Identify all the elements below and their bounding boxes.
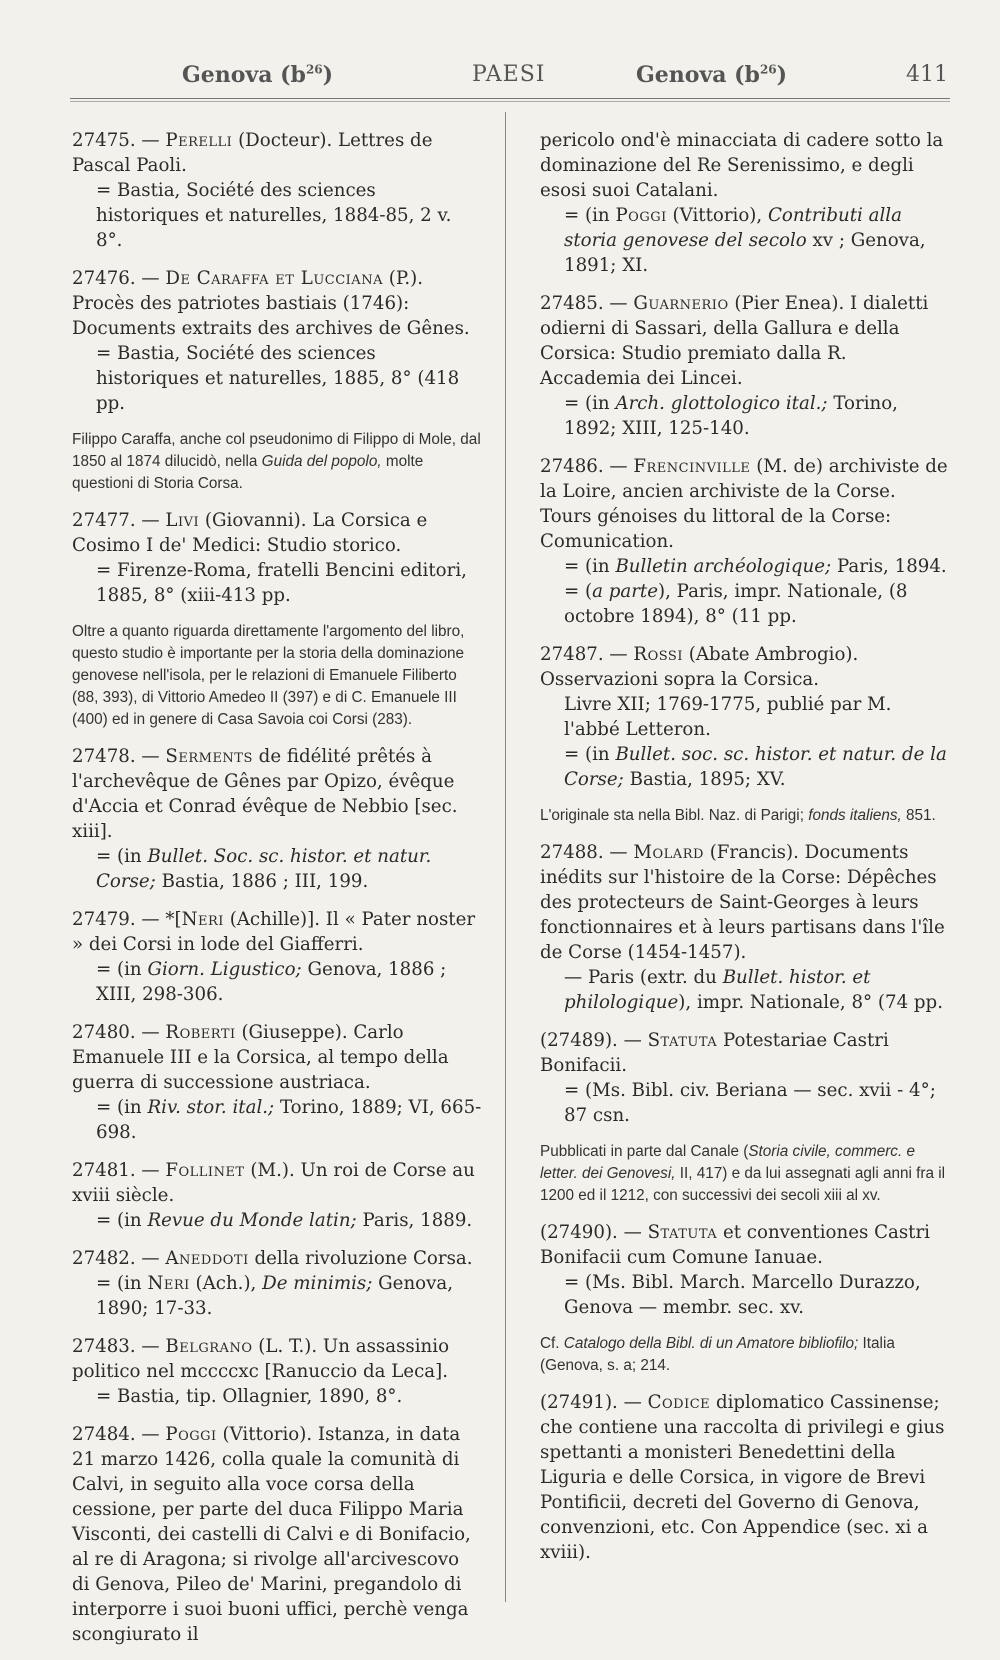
left-column	[72, 128, 482, 1660]
note-27476: Filippo Caraffa, anche col pseudonimo di Filippo di Mole, dal 1850 al 1874 dilucidò, nella Guida del popolo, molte questioni di Storia Corsa.	[72, 431, 481, 492]
entry-27479: 27479. — *[Neri (Achille)]. Il « Pater noster » dei Corsi in lode del Giafferri. = (in Giorn. Ligustico; Genova, 1886 ; XIII, 298-306.	[72, 909, 476, 1005]
entry-27485: 27485. — Guarnerio (Pier Enea). I dialetti odierni di Sassari, della Gallura e della Corsica: Studio premiato dalla R. Accademia dei Lincei. = (in Arch. glottologico ital.; Torino, 1892; XIII, 125-140.	[540, 293, 929, 439]
entry-27484-continued: pericolo ond'è minacciata di cadere sotto la dominazione del Re Serenissimo, e degli esosi suoi Catalani. = (in Poggi (Vittorio), Contributi alla storia genovese del secolo xv ; Genova, 1891; XI.	[540, 130, 944, 276]
entry-27476: 27476. — De Caraffa et Lucciana (P.). Procès des patriotes bastiais (1746): Documents extraits des archives de Gênes. = Bastia, Société des sciences historiques et naturelles, 1885, 8° (418 pp.	[72, 268, 470, 414]
entry-27491: (27491). — Codice diplomatico Cassinense; che contiene una raccolta di privilegi e gius spettanti a monisteri Benedettini della Liguria e delle Corsica, in vigore de Brevi Pontificii, decreti del Governo di Genova, convenzioni, etc. Con Appendice (sec. xi a xviii).	[540, 1392, 945, 1563]
note-27489: Pubblicati in parte dal Canale (Storia civile, commerc. e letter. dei Genovesi, II, 417) e da lui assegnati agli anni fra il 1200 ed il 1212, con successivi dei secoli xiii al xv.	[540, 1143, 946, 1204]
header-rule	[70, 98, 950, 102]
entry-27483: 27483. — Belgrano (L. T.). Un assassinio politico nel mccccxc [Ranuccio da Leca]. = Bastia, tip. Ollagnier, 1890, 8°.	[72, 1336, 450, 1407]
entry-27487: 27487. — Rossi (Abate Ambrogio). Osservazioni sopra la Corsica. Livre XII; 1769-1775, publié par M. l'abbé Letteron. = (in Bullet. soc. sc. histor. et natur. de la Corse; Bastia, 1895; XV.	[540, 644, 947, 790]
note-27490: Cf. Catalogo della Bibl. di un Amatore bibliofilo; Italia (Genova, s. a; 214.	[540, 1335, 895, 1374]
entry-27486: 27486. — Frencinville (M. de) archiviste de la Loire, ancien archiviste de la Corse. Tours génoises du littoral de la Corse: Comunication. = (in Bulletin archéologique; Paris, 1894. = (a parte), Paris, impr. Nationale, (8 octobre 1894), 8° (11 pp.	[540, 456, 948, 627]
header-left: Genova $(b^{26})$	[182, 62, 334, 88]
entry-27480: 27480. — Roberti (Giuseppe). Carlo Emanuele III e la Corsica, al tempo della guerra di successione austriaca. = (in Riv. stor. ital.; Torino, 1889; VI, 665-698.	[72, 1022, 482, 1143]
entry-27482: 27482. — Aneddoti della rivoluzione Corsa. = (in Neri (Ach.), De minimis; Genova, 1890; 17-33.	[72, 1248, 473, 1319]
column-divider	[505, 112, 506, 1602]
entry-27478: 27478. — Serments de fidélité prêtés à l'archevêque de Gênes par Opizo, évêque d'Accia et Conrad évêque de Nebbio [sec. xiii]. = (in Bullet. Soc. sc. histor. et natur. Corse; Bastia, 1886 ; III, 199.	[72, 746, 458, 892]
entry-27488: 27488. — Molard (Francis). Documents inédits sur l'histoire de la Corse: Dépêches des protecteurs de Saint-Georges à leurs fonctionnaires et à leurs partisans dans l'île de Corse (1454-1457). — Paris (extr. du Bullet. histor. et philologique), impr. Nationale, 8° (74 pp.	[540, 842, 945, 1013]
entry-27484: 27484. — Poggi (Vittorio). Istanza, in data 21 marzo 1426, colla quale la comunità di Calvi, in seguito alla voce corsa della cessione, per parte del duca Filippo Maria Visconti, dei castelli di Calvi e di Bonifacio, al re di Aragona; si rivolge all'arcivescovo di Genova, Pileo de' Marini, pregandolo di interporre i suoi buoni uffici, perchè venga scongiurato il	[72, 1424, 471, 1645]
header-center: PAESI	[472, 62, 546, 87]
note-27487: L'originale sta nella Bibl. Naz. di Parigi; fonds italiens, 851.	[540, 807, 936, 824]
note-27477: Oltre a quanto riguarda direttamente l'argomento del libro, questo studio è importante per la storia della dominazione genovese nell'isola, per le relazioni di Emanuele Filiberto (88, 393), di Vittorio Amedeo II (397) e di C. Emanuele III (400) ed in genere di Casa Savoia coi Corsi (283).	[72, 623, 465, 728]
entry-27477: 27477. — Livi (Giovanni). La Corsica e Cosimo I de' Medici: Studio storico. = Firenze-Roma, fratelli Bencini editori, 1885, 8° (xiii-413 pp.	[72, 510, 467, 606]
entry-27490: (27490). — Statuta et conventiones Castri Bonifacii cum Comune Ianuae. = (Ms. Bibl. March. Marcello Durazzo, Genova — membr. sec. xv.	[540, 1222, 930, 1318]
page-number: 411	[906, 62, 948, 87]
entry-27489: (27489). — Statuta Potestariae Castri Bonifacii. = (Ms. Bibl. civ. Beriana — sec. xvii - 4°; 87 csn.	[540, 1030, 936, 1126]
entry-27475: 27475. — Perelli (Docteur). Lettres de Pascal Paoli. = Bastia, Société des sciences historiques et naturelles, 1884-85, 2 v. 8°.	[72, 130, 452, 251]
right-column	[540, 128, 950, 1578]
entry-27481: 27481. — Follinet (M.). Un roi de Corse au xviii siècle. = (in Revue du Monde latin; Paris, 1889.	[72, 1160, 475, 1231]
running-header	[70, 58, 950, 98]
header-right: Genova $(b^{26})$	[636, 62, 788, 88]
